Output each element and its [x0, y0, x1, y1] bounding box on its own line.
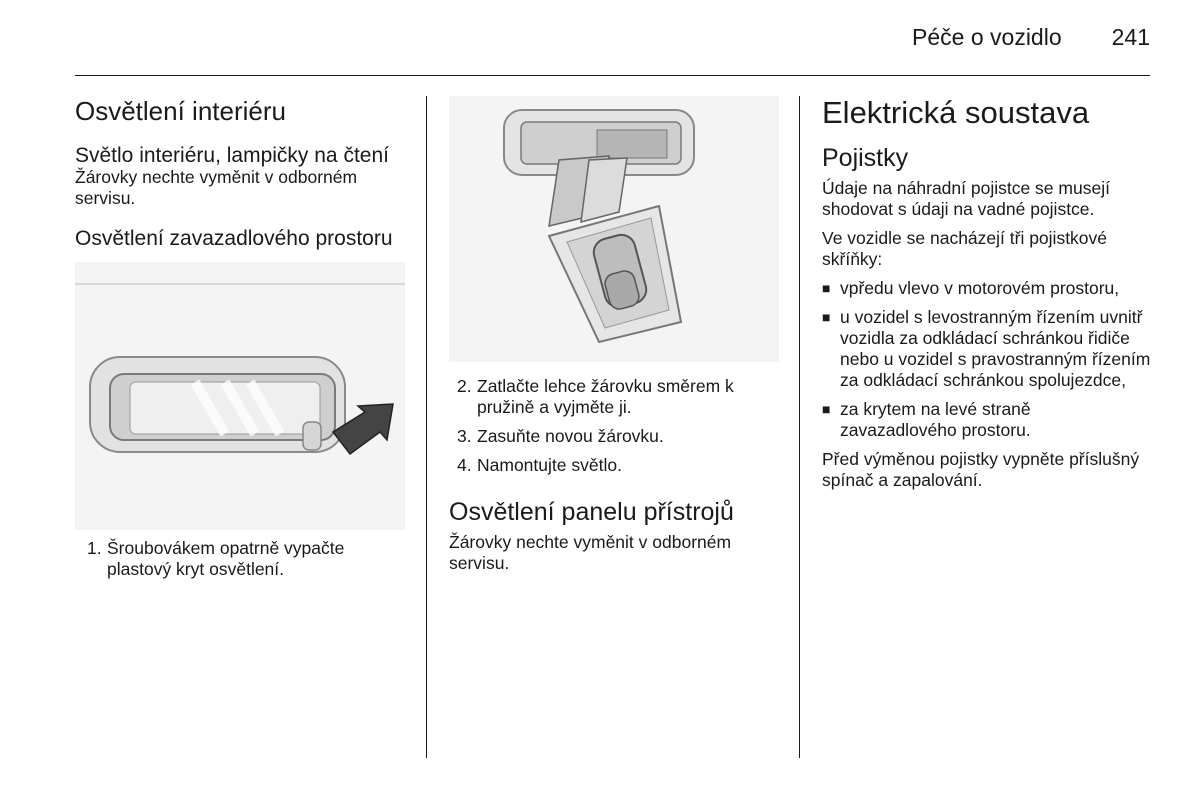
column-3 — [822, 96, 1152, 491]
header-section-title: Péče o vozidlo — [912, 24, 1062, 50]
subsection-title-reading-lights: Světlo interiéru, lampičky na čtení — [75, 144, 389, 167]
list-item — [822, 399, 1152, 441]
list-item-text: vpředu vlevo v motorovém prostoru, — [840, 278, 1120, 298]
step-text: Zasuňte novou žárovku. — [477, 426, 664, 446]
list-item — [822, 278, 1152, 299]
column-2 — [449, 96, 779, 574]
section-title-electrical-system: Elektrická soustava — [822, 95, 1090, 130]
subsection-title-fuses: Pojistky — [822, 144, 909, 172]
square-bullet-icon: ■ — [822, 309, 831, 325]
list-item-text: za krytem na levé straně zavazadlového prostoru. — [840, 399, 1031, 440]
step-4 — [457, 455, 779, 476]
trunk-light-illustration — [75, 262, 405, 530]
reading-lights-text: Žárovky nechte vyměnit v odborném servisu. — [75, 167, 358, 208]
subsection-title-trunk-light: Osvětlení zavazadlového prostoru — [75, 227, 393, 250]
section-title-instrument-panel: Osvětlení panelu přístrojů — [449, 498, 734, 526]
column-divider-2 — [799, 96, 800, 758]
step-text: Namontujte světlo. — [477, 455, 622, 475]
column-1 — [75, 96, 405, 580]
fuses-paragraph-3: Před výměnou pojistky vypněte příslušný spínač a zapalování. — [822, 449, 1140, 490]
step-2 — [457, 376, 779, 418]
header-rule — [75, 75, 1150, 76]
step-number: 3. — [457, 426, 472, 446]
square-bullet-icon: ■ — [822, 401, 831, 417]
fuses-paragraph-2: Ve vozidle se nacházejí tři pojistkové skříňky: — [822, 228, 1108, 269]
page-number: 241 — [1111, 24, 1150, 50]
step-number: 2. — [457, 376, 472, 396]
step-number: 4. — [457, 455, 472, 475]
column-divider-1 — [426, 96, 427, 758]
list-item-text: u vozidel s levostranným řízením uvnitř vozidla za odkládací schránkou řidiče nebo u vozidel s pravostranným řízením za odkládací schránkou spolujezdce, — [840, 307, 1151, 390]
bulb-replacement-illustration — [449, 96, 779, 362]
list-item — [822, 307, 1152, 391]
step-1 — [87, 538, 405, 580]
page-header — [912, 24, 1150, 51]
fuses-paragraph-1: Údaje na náhradní pojistce se musejí shodovat s údaji na vadné pojistce. — [822, 178, 1110, 219]
step-number: 1. — [87, 538, 102, 558]
instrument-panel-text: Žárovky nechte vyměnit v odborném servisu. — [449, 532, 732, 573]
square-bullet-icon: ■ — [822, 280, 831, 296]
step-text: Šroubovákem opatrně vypačte plastový kryt osvětlení. — [107, 538, 345, 579]
step-text: Zatlačte lehce žárovku směrem k pružině a vyjměte ji. — [477, 376, 734, 417]
step-3 — [457, 426, 779, 447]
section-title-interior-lighting: Osvětlení interiéru — [75, 96, 286, 126]
